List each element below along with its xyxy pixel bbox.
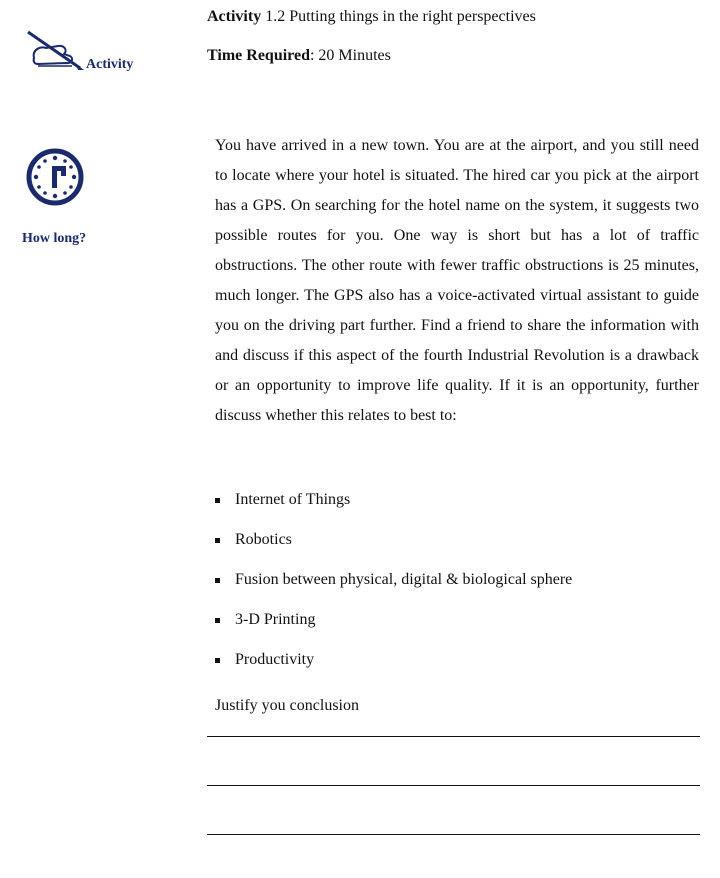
bullet-square-icon <box>215 578 220 583</box>
list-item <box>215 486 572 526</box>
activity-title-text: 1.2 Putting things in the right perspectives <box>261 8 536 25</box>
time-required-text: : 20 Minutes <box>309 47 391 64</box>
answer-line[interactable] <box>207 785 700 786</box>
list-item <box>215 566 572 606</box>
list-item-text: Internet of Things <box>235 491 351 508</box>
list-item-text: 3-D Printing <box>235 611 316 628</box>
list-item-text: Fusion between physical, digital & biological sphere <box>235 571 573 588</box>
answer-line[interactable] <box>207 736 700 737</box>
writing-hand-icon <box>24 28 86 72</box>
activity-sidebar-label: Activity <box>86 57 134 72</box>
clock-icon <box>25 147 85 207</box>
list-item <box>215 526 572 566</box>
justify-prompt: Justify you conclusion <box>215 697 359 714</box>
bullet-square-icon <box>215 618 220 623</box>
activity-title <box>207 8 536 26</box>
list-item <box>215 646 572 686</box>
activity-description: You have arrived in a new town. You are at the airport, and you still need to locate where your hotel is situated. The hired car you pick at the airport has a GPS. On searching for the hotel name on the system, it suggests two possible routes for you. One way is short but has a lot of traffic obstructions. The other route with fewer traffic obstructions is 25 minutes, much longer. The GPS also has a voice-activated virtual assistant to guide you on the driving part further. Find a friend to share the information with and discuss if this aspect of the fourth Industrial Revolution is a drawback or an opportunity to improve life quality. If it is an opportunity, further discuss whether this relates to best to: <box>215 137 699 424</box>
list-item-text: Robotics <box>235 531 292 548</box>
bullet-square-icon <box>215 498 220 503</box>
time-required-bold: Time Required <box>207 47 310 64</box>
option-list <box>215 486 572 686</box>
answer-line[interactable] <box>207 834 700 835</box>
bullet-square-icon <box>215 658 220 663</box>
time-required <box>207 47 391 65</box>
bullet-square-icon <box>215 538 220 543</box>
list-item-text: Productivity <box>235 651 315 668</box>
how-long-sidebar-label: How long? <box>22 231 87 246</box>
list-item <box>215 606 572 646</box>
activity-title-bold: Activity <box>207 8 262 25</box>
